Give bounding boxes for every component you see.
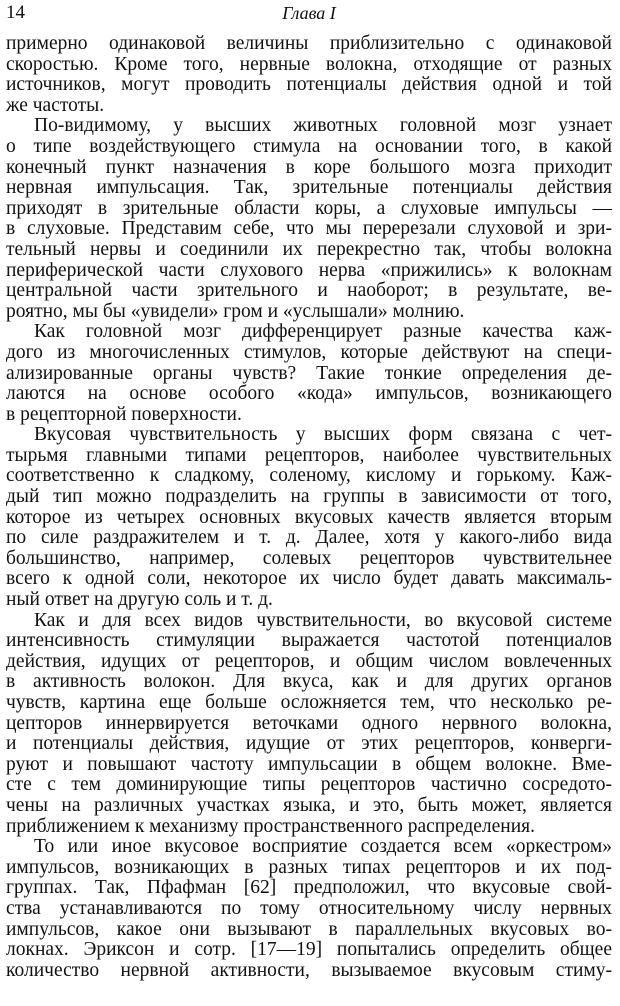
text-line: импульсов, какое они вызывают в параллельных вкусовых во- [6, 918, 612, 940]
text-line: ный ответ на другую соль и т. д. [6, 589, 273, 611]
text-line: о типе воздействующего стимула на основании того, в какой [6, 135, 612, 157]
text-line: примерно одинаковой величины приблизительно с одинаковой [6, 33, 612, 54]
text-line: в рецепторной поверхности. [6, 403, 242, 425]
text-line: дого из многочисленных стимулов, которые действуют на специ- [6, 341, 612, 363]
text-line: и потенциалы действия, идущие от этих рецепторов, конверги- [6, 733, 612, 755]
text-line: импульсов, возникающих в разных типах рецепторов и их под- [6, 856, 612, 878]
text-line: в слуховые. Представим себе, что мы перерезали слуховой и зри- [6, 218, 612, 240]
text-line: нервная импульсация. Так, зрительные потенциалы действия [6, 177, 612, 199]
chapter-running-title: Глава I [282, 3, 336, 23]
text-line: роятно, мы бы «увидели» гром и «услышали» молнию. [6, 300, 465, 322]
text-line: руют и повышают частоту импульсации в общем волокне. Вме- [6, 753, 612, 775]
text-line: действия, идущих от рецепторов, и общим числом вовлеченных [6, 650, 612, 672]
text-line: по силе раздражителем и т. д. Далее, хотя у какого-либо вида [6, 527, 612, 549]
text-line: ализированные органы чувств? Такие тонкие определения де- [6, 362, 612, 384]
text-line: ства устанавливаются по тому относительному числу нервных [6, 897, 612, 919]
text-line: группах. Так, Пфафман [62] предположил, что вкусовые свой- [6, 877, 612, 899]
text-line: всего к одной соли, некоторое их число будет давать максималь- [6, 568, 612, 590]
text-line: цепторов иннервируется веточками одного нервного волокна, [6, 712, 612, 734]
text-line: большинство, например, солевых рецепторов чувствительнее [6, 547, 612, 569]
text-line: локнах. Эриксон и сотр. [17—19] попытались определить общее [6, 939, 612, 961]
text-line: приходят в зрительные области коры, а слуховые импульсы — [6, 197, 612, 219]
text-line: которое из четырех основных вкусовых качеств является вторым [6, 506, 612, 528]
paragraph-first-line: То или иное вкусовое восприятие создается всем «оркестром» [34, 836, 612, 858]
text-line: источников, могут проводить потенциалы действия одной и той [6, 74, 612, 96]
text-line: тырьмя главными типами рецепторов, наиболее чувствительных [6, 444, 612, 466]
text-line: конечный пункт назначения в коре большого мозга приходит [6, 156, 612, 178]
text-line: тельный нервы и соединили их перекрестно так, чтобы волокна [6, 238, 612, 260]
text-line: чены на различных участках языка, и это, быть может, является [6, 794, 612, 816]
page-number: 14 [6, 2, 25, 23]
text-line: же частоты. [6, 94, 105, 116]
paragraph-first-line: Как и для всех видов чувствительности, во вкусовой системе [34, 609, 612, 631]
text-line: приближением к механизму пространственного распределения. [6, 815, 536, 837]
text-line: сте с тем доминирующие типы рецепторов частично сосредото- [6, 774, 612, 796]
body-text [6, 34, 612, 981]
text-line: в активность волокон. Для вкуса, как и для других органов [6, 671, 612, 693]
text-line: чувств, картина еще больше осложняется тем, что несколько ре- [6, 692, 612, 713]
paragraph-first-line: Вкусовая чувствительность у высших форм связана с чет- [34, 424, 612, 446]
text-line: дый тип можно подразделить на группы в зависимости от того, [6, 486, 612, 508]
text-line: интенсивность стимуляции выражается частотой потенциалов [6, 630, 612, 652]
running-head [6, 2, 612, 24]
text-line: скоростью. Кроме того, нервные волокна, отходящие от разных [6, 53, 612, 75]
text-line: соответственно к сладкому, соленому, кислому и горькому. Каж- [6, 465, 612, 487]
paragraph-first-line: Как головной мозг дифференцирует разные качества каж- [34, 321, 612, 343]
paragraph-first-line: По-видимому, у высших животных головной мозг узнает [34, 115, 612, 137]
text-line: лаются на основе особого «кода» импульсов, возникающего [6, 383, 612, 405]
text-line: центральной части зрительного и наоборот; в результате, ве- [6, 280, 612, 302]
text-line: количество нервной активности, вызываемое вкусовым стиму- [6, 959, 612, 981]
text-line: периферической части слухового нерва «прижились» к волокнам [6, 259, 612, 281]
